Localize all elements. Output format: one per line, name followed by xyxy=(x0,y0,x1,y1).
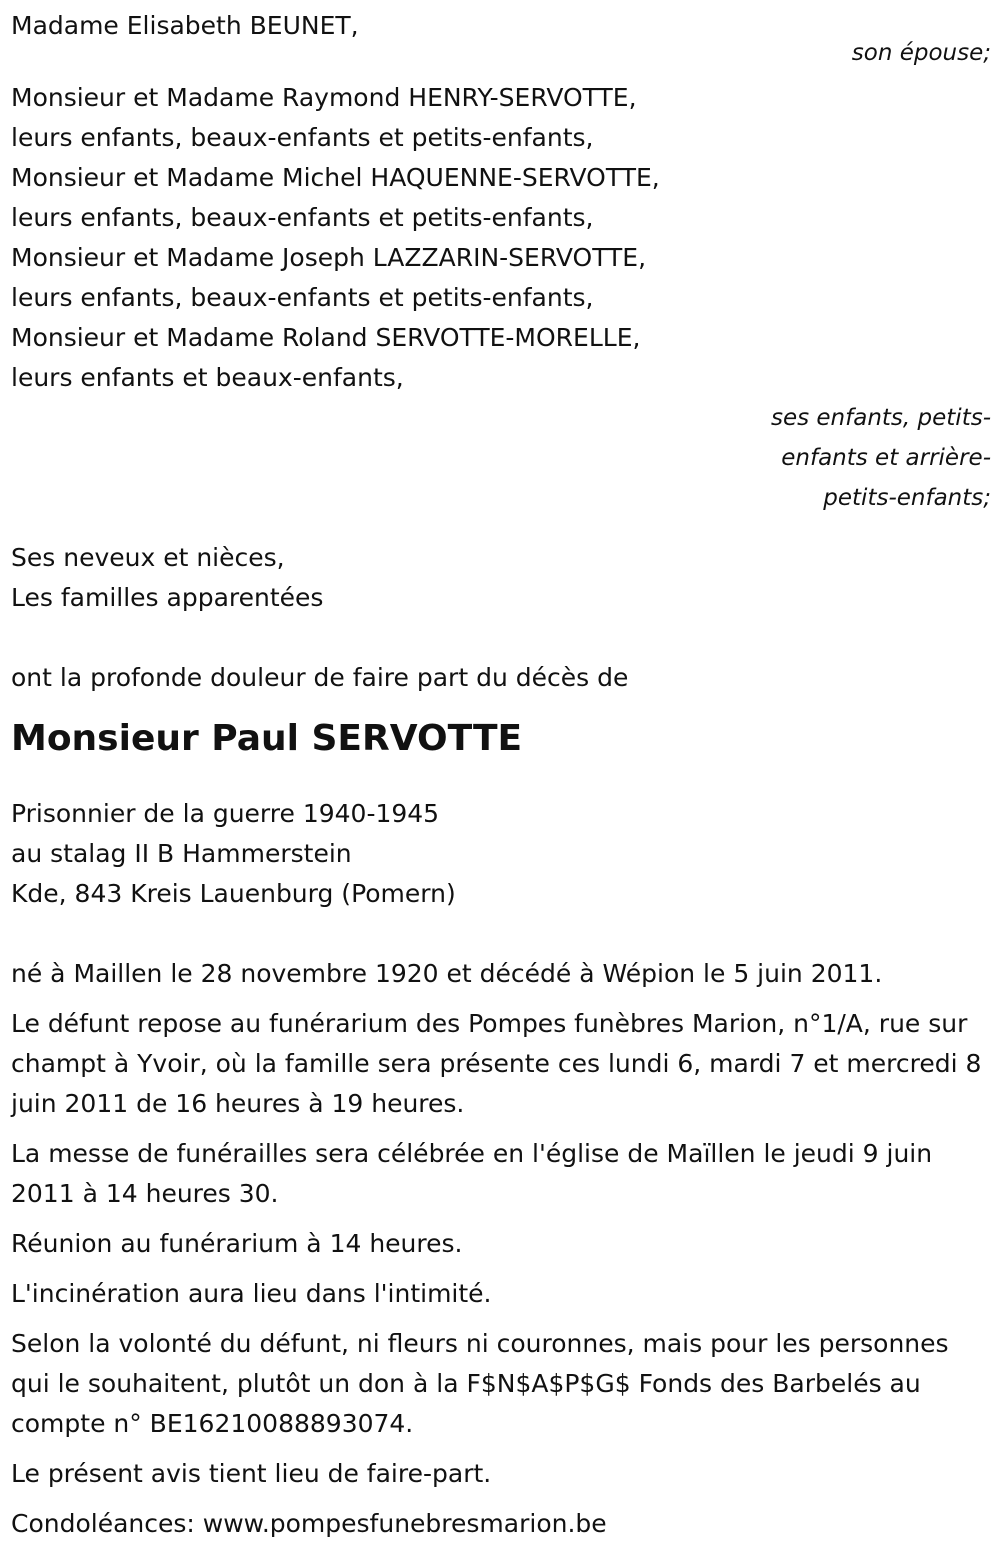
announcement-text: ont la profonde douleur de faire part du décès de xyxy=(11,663,629,692)
spouse-block xyxy=(11,6,991,64)
deceased-name: Monsieur Paul SERVOTTE xyxy=(11,718,523,759)
children-relation-line: petits-enfants; xyxy=(823,485,991,511)
biography-line: Kde, 843 Kreis Lauenburg (Pomern) xyxy=(11,879,456,908)
children-line: Monsieur et Madame Raymond HENRY-SERVOTTE, xyxy=(11,83,637,112)
others-line: Ses neveux et nièces, xyxy=(11,543,285,572)
children-line: Monsieur et Madame Roland SERVOTTE-MORELLE, xyxy=(11,323,641,352)
children-line: leurs enfants et beaux-enfants, xyxy=(11,363,404,392)
children-line: Monsieur et Madame Joseph LAZZARIN-SERVOTTE, xyxy=(11,243,647,272)
others-block xyxy=(11,538,991,618)
birth-death-paragraph: né à Maillen le 28 novembre 1920 et décédé à Wépion le 5 juin 2011. xyxy=(11,959,883,988)
biography-line: Prisonnier de la guerre 1940-1945 xyxy=(11,799,440,828)
notice-paragraph: Le présent avis tient lieu de faire-part. xyxy=(11,1459,492,1488)
obituary-notice xyxy=(11,6,991,1554)
children-line: leurs enfants, beaux-enfants et petits-enfants, xyxy=(11,203,594,232)
biography-block xyxy=(11,794,991,914)
children-relation-line: ses enfants, petits- xyxy=(770,405,991,431)
children-line: leurs enfants, beaux-enfants et petits-enfants, xyxy=(11,283,594,312)
details-block xyxy=(11,954,991,1544)
funerarium-paragraph: Le défunt repose au funérarium des Pompes funèbres Marion, n°1/A, rue sur champt à Yvoir, où la famille sera présente ces lundi 6, mardi 7 et mercredi 8 juin 2011 de 16 heures à 19 heures. xyxy=(11,1009,982,1118)
donation-paragraph: Selon la volonté du défunt, ni fleurs ni couronnes, mais pour les personnes qui le souhaitent, plutôt un don à la F$N$A$P$G$ Fonds des Barbelés au compte n° BE16210088893074. xyxy=(11,1329,949,1438)
spouse-relation: son épouse; xyxy=(851,40,991,66)
biography-line: au stalag II B Hammerstein xyxy=(11,839,352,868)
children-line: leurs enfants, beaux-enfants et petits-enfants, xyxy=(11,123,594,152)
mass-paragraph: La messe de funérailles sera célébrée en l'église de Maïllen le jeudi 9 juin 2011 à 14 heures 30. xyxy=(11,1139,933,1208)
children-block xyxy=(11,78,991,518)
meeting-paragraph: Réunion au funérarium à 14 heures. xyxy=(11,1229,463,1258)
children-line: Monsieur et Madame Michel HAQUENNE-SERVOTTE, xyxy=(11,163,660,192)
children-relation-line: enfants et arrière- xyxy=(781,445,991,471)
children-relation xyxy=(11,398,991,518)
spouse-name: Madame Elisabeth BEUNET, xyxy=(11,11,359,40)
condolences-paragraph: Condoléances: www.pompesfunebresmarion.be xyxy=(11,1509,607,1538)
others-line: Les familles apparentées xyxy=(11,583,324,612)
cremation-paragraph: L'incinération aura lieu dans l'intimité. xyxy=(11,1279,492,1308)
